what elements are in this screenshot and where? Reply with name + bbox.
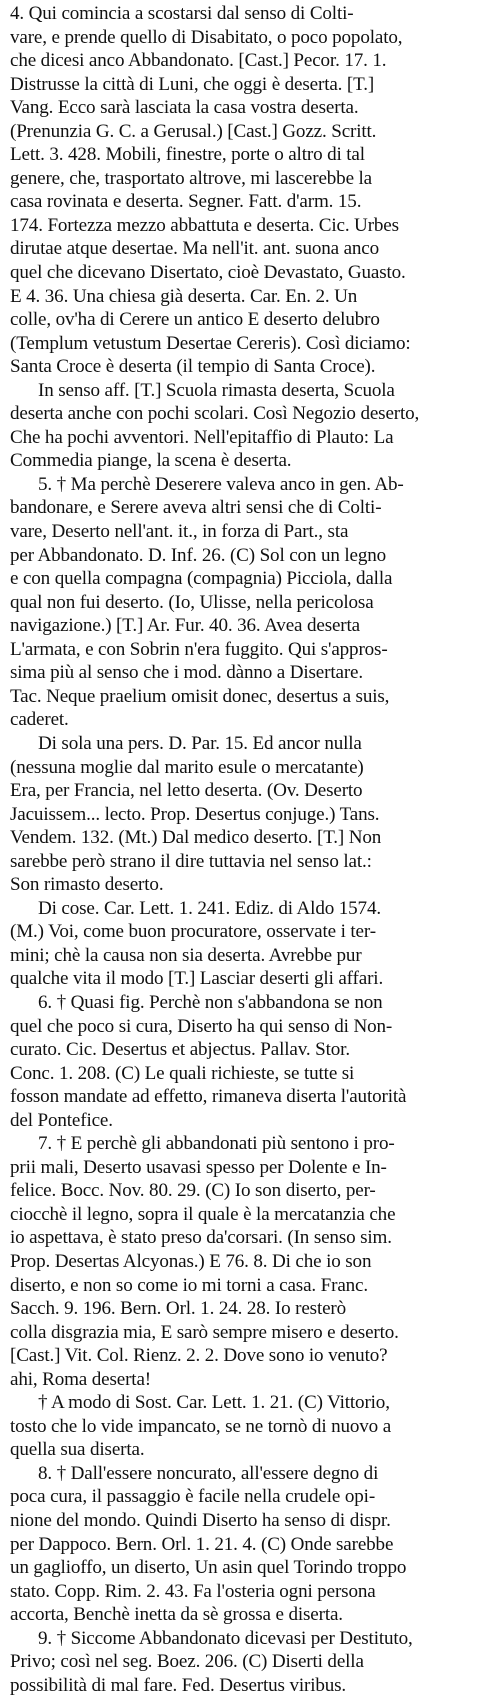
text-line: Commedia piange, la scena è deserta.	[10, 450, 292, 472]
text-line: L'armata, e con Sobrin n'era fuggito. Qui s'appros-	[10, 638, 388, 660]
text-line: Vang. Ecco sarà lasciata la casa vostra deserta.	[10, 97, 359, 119]
text-line: (M.) Voi, come buon procuratore, osservate i ter-	[10, 921, 376, 943]
text-line: io aspettava, è stato preso da'corsari. (In senso sim.	[10, 1227, 392, 1249]
text-line: ciocchè il legno, sopra il quale è la mercatanzia che	[10, 1203, 396, 1225]
text-line: qual non fui deserto. (Io, Ulisse, nella pericolosa	[10, 591, 374, 613]
paragraph-first-line: 8. † Dall'essere noncurato, all'essere degno di	[38, 1462, 379, 1484]
text-line: dirutae atque desertae. Ma nell'it. ant. suona anco	[10, 238, 380, 260]
text-line: 4. Qui comincia a scostarsi dal senso di Colti-	[10, 3, 354, 24]
text-line: vare, e prende quello di Disabitato, o poco popolato,	[10, 26, 403, 48]
text-line: stato. Copp. Rim. 2. 43. Fa l'osteria ogni persona	[10, 1580, 376, 1602]
paragraph-first-line: 9. † Siccome Abbandonato dicevasi per Destituto,	[38, 1627, 413, 1649]
text-line: poca cura, il passaggio è facile nella crudele opi-	[10, 1486, 376, 1508]
text-line: deserta anche con pochi scolari. Così Negozio deserto,	[10, 403, 420, 425]
text-line: sarebbe però strano il dire tuttavia nel senso lat.:	[10, 850, 372, 872]
text-line: tosto che lo vide impancato, se ne tornò di nuovo a	[10, 1415, 392, 1437]
text-line: sima più al senso che i mod. dànno a Disertare.	[10, 662, 363, 684]
paragraph-first-line: 7. † E perchè gli abbandonati più sentono i pro-	[38, 1133, 395, 1155]
text-line: felice. Bocc. Nov. 80. 29. (C) Io son diserto, per-	[10, 1180, 376, 1202]
text-line: Era, per Francia, nel letto deserta. (Ov. Deserto	[10, 780, 363, 802]
paragraph-first-line: 5. † Ma perchè Deserere valeva anco in gen. Ab-	[38, 473, 404, 495]
text-line: e con quella compagna (compagnia) Picciola, dalla	[10, 568, 393, 590]
text-line: diserto, e non so come io mi torni a casa. Franc.	[10, 1274, 368, 1296]
text-line: Tac. Neque praelium omisit donec, desertus a suis,	[10, 685, 390, 707]
text-line: bandonare, e Serere aveva altri sensi che di Colti-	[10, 497, 382, 519]
text-line: Privo; così nel seg. Boez. 206. (C) Diserti della	[10, 1651, 364, 1673]
text-line: (Prenunzia G. C. a Gerusal.) [Cast.] Gozz. Scritt.	[10, 120, 377, 142]
paragraph-first-line: † A modo di Sost. Car. Lett. 1. 21. (C) Vittorio,	[38, 1392, 390, 1414]
text-line: che dicesi anco Abbandonato. [Cast.] Pecor. 17. 1.	[10, 50, 387, 72]
text-line: navigazione.) [T.] Ar. Fur. 40. 36. Avea deserta	[10, 615, 360, 637]
text-line: (Templum vetustum Desertae Cereris). Così diciamo:	[10, 332, 411, 354]
text-line: Che ha pochi avventori. Nell'epitaffio di Plauto: La	[10, 426, 394, 448]
text-line: del Pontefice.	[10, 1109, 113, 1131]
paragraph-first-line: Di cose. Car. Lett. 1. 241. Ediz. di Aldo 1574.	[38, 897, 381, 919]
text-line: Jacuissem... lecto. Prop. Desertus conjuge.) Tans.	[10, 803, 380, 825]
paragraph-first-line: In senso aff. [T.] Scuola rimasta deserta, Scuola	[38, 379, 395, 401]
text-line: (nessuna moglie dal marito esule o mercatante)	[10, 756, 364, 778]
text-line: ahi, Roma deserta!	[10, 1368, 151, 1390]
text-line: fosson mandate ad effetto, rimaneva diserta l'autorità	[10, 1086, 407, 1108]
text-line: [Cast.] Vit. Col. Rienz. 2. 2. Dove sono io venuto?	[10, 1345, 388, 1367]
text-line: Son rimasto deserto.	[10, 874, 164, 896]
text-line: casa rovinata e deserta. Segner. Fatt. d'arm. 15.	[10, 191, 362, 213]
text-line: per Dappoco. Bern. Orl. 1. 21. 4. (C) Onde sarebbe	[10, 1533, 394, 1555]
text-line: quel che poco si cura, Diserto ha qui senso di Non-	[10, 1015, 393, 1037]
text-line: 174. Fortezza mezzo abbattuta e deserta. Cic. Urbes	[10, 214, 399, 236]
text-line: genere, che, trasportato altrove, mi lascerebbe la	[10, 167, 372, 189]
text-line: nione del mondo. Quindi Diserto ha senso di dispr.	[10, 1510, 391, 1531]
text-line: Vendem. 132. (Mt.) Dal medico deserto. [T.] Non	[10, 827, 382, 849]
text-line: colle, ov'ha di Cerere un antico E deserto delubro	[10, 309, 380, 331]
text-line: un gaglioffo, un diserto, Un asin quel Torindo troppo	[10, 1557, 407, 1579]
entry-text-column	[10, 2, 469, 1697]
paragraph-first-line: 6. † Quasi fig. Perchè non s'abbandona se non	[38, 991, 383, 1013]
text-line: Sacch. 9. 196. Bern. Orl. 1. 24. 28. Io resterò	[10, 1298, 347, 1320]
text-line: Conc. 1. 208. (C) Le quali richieste, se tutte si	[10, 1062, 355, 1084]
text-line: Santa Croce è deserta (il tempio di Santa Croce).	[10, 356, 376, 378]
text-line: prii mali, Deserto usavasi spesso per Dolente e In-	[10, 1156, 387, 1178]
text-line: E 4. 36. Una chiesa già deserta. Car. En. 2. Un	[10, 285, 358, 307]
text-line: caderet.	[10, 709, 69, 731]
paragraph-first-line: Di sola una pers. D. Par. 15. Ed ancor nulla	[38, 732, 362, 754]
text-line: Prop. Desertas Alcyonas.) E 76. 8. Di che io son	[10, 1250, 372, 1272]
text-line: quel che dicevano Disertato, cioè Devastato, Guasto.	[10, 262, 406, 284]
text-line: Lett. 3. 428. Mobili, finestre, porte o altro di tal	[10, 144, 365, 166]
text-line: quella sua diserta.	[10, 1439, 145, 1461]
text-line: Distrusse la città di Luni, che oggi è deserta. [T.]	[10, 73, 375, 95]
text-line: possibilità di mal fare. Fed. Desertus viribus.	[10, 1674, 347, 1696]
text-line: colla disgrazia mia, E sarò sempre misero e deserto.	[10, 1321, 399, 1343]
text-line: mini; chè la causa non sia deserta. Avrebbe pur	[10, 944, 362, 966]
text-line: per Abbandonato. D. Inf. 26. (C) Sol con un legno	[10, 544, 387, 566]
text-line: accorta, Benchè inetta da sè grossa e diserta.	[10, 1604, 343, 1626]
text-line: curato. Cic. Desertus et abjectus. Pallav. Stor.	[10, 1039, 350, 1061]
text-line: vare, Deserto nell'ant. it., in forza di Part., sta	[10, 521, 349, 543]
text-line: qualche vita il modo [T.] Lasciar deserti gli affari.	[10, 968, 384, 990]
